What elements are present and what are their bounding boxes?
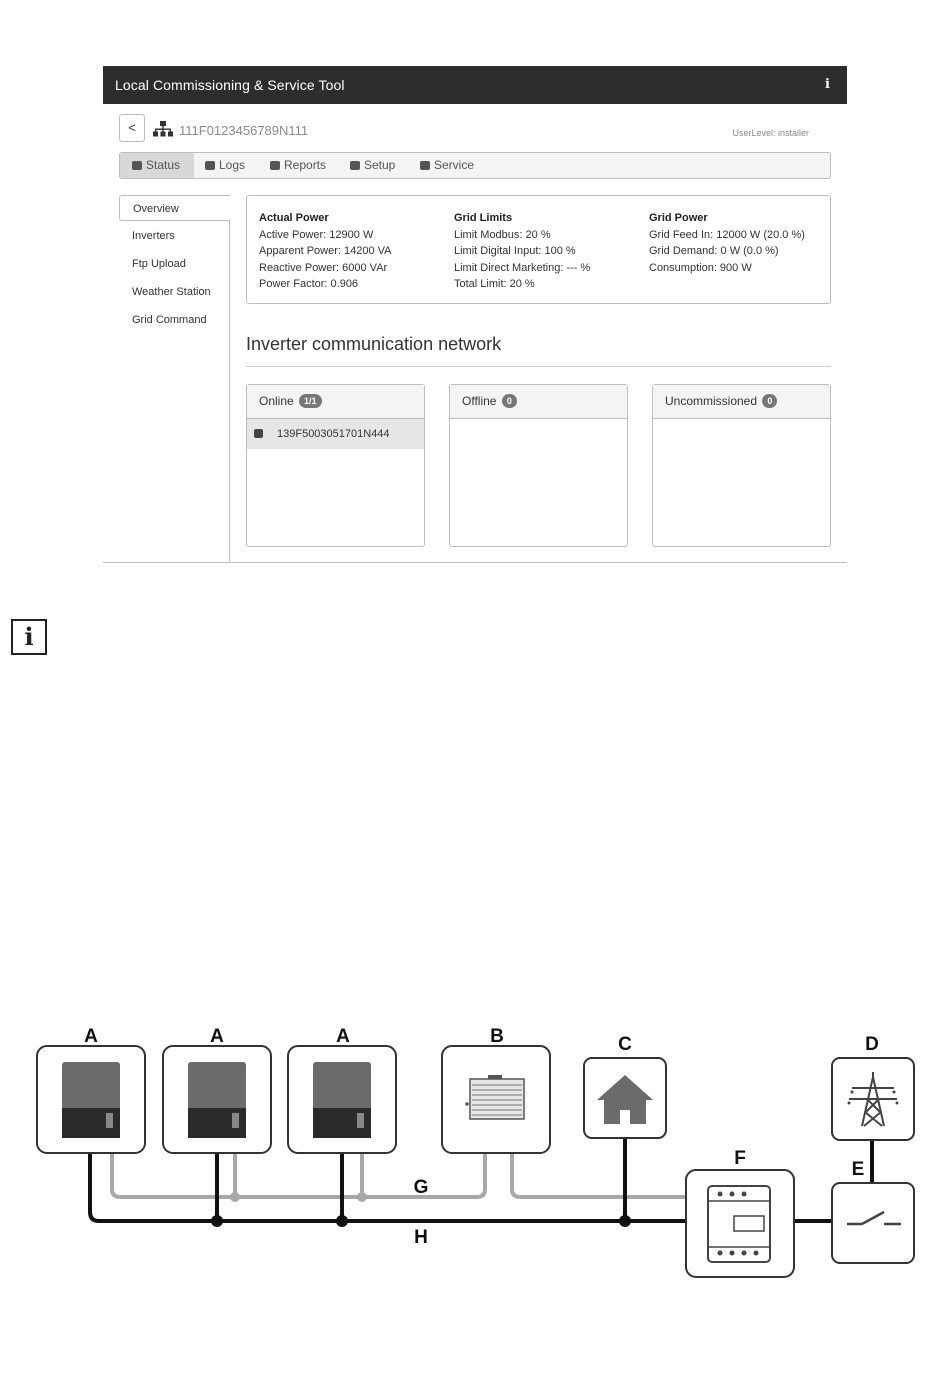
tab-service-label: Service (434, 158, 475, 172)
user-level: UserLevel: installer (732, 128, 809, 138)
title-bar (103, 66, 847, 104)
network-sitemap-icon (153, 121, 173, 137)
actual-power-column (259, 210, 392, 293)
switch-icon (832, 1183, 914, 1263)
sidebar-item-overview[interactable]: Overview (119, 195, 230, 221)
limit-direct-marketing-value: Limit Direct Marketing: --- % (454, 261, 591, 274)
power-junction (336, 1215, 348, 1227)
offline-panel (449, 384, 628, 547)
energy-meter-icon (686, 1170, 794, 1277)
online-panel (246, 384, 425, 547)
sidebar-item-ftp-upload[interactable]: Ftp Upload (132, 258, 186, 270)
tab-status-label: Status (146, 158, 181, 172)
consumption-value: Consumption: 900 W (649, 261, 752, 274)
communication-line (112, 1153, 686, 1197)
grid-demand-value: Grid Demand: 0 W (0.0 %) (649, 245, 779, 257)
label-c: C (618, 1034, 632, 1055)
label-e: E (851, 1159, 865, 1180)
app-title: Local Commissioning & Service Tool (115, 77, 345, 93)
uncommissioned-panel-header (653, 385, 830, 419)
label-h: H (414, 1227, 428, 1248)
controller-icon (442, 1046, 550, 1153)
grid-power-heading: Grid Power (649, 212, 708, 224)
offline-count-badge: 0 (502, 394, 517, 408)
comm-junction (357, 1192, 367, 1202)
inverter-icon (163, 1046, 271, 1153)
status-summary (246, 195, 831, 304)
document-icon (270, 161, 280, 170)
section-divider (246, 366, 831, 367)
info-icon: i (11, 619, 47, 655)
grid-feed-in-value: Grid Feed In: 12000 W (20.0 %) (649, 228, 805, 241)
system-diagram (0, 1000, 950, 1300)
total-limit-value: Total Limit: 20 % (454, 278, 535, 290)
sidebar-item-grid-command[interactable]: Grid Command (132, 314, 207, 326)
limit-modbus-value: Limit Modbus: 20 % (454, 228, 551, 241)
inverter-icon (288, 1046, 396, 1153)
actual-power-heading: Actual Power (259, 212, 329, 224)
uncommissioned-label: Uncommissioned (665, 394, 758, 408)
label-g: G (413, 1177, 429, 1198)
limit-digital-input-value: Limit Digital Input: 100 % (454, 245, 576, 257)
tab-setup[interactable] (350, 153, 395, 178)
offline-label: Offline (462, 394, 497, 408)
house-icon (584, 1058, 666, 1138)
tab-status[interactable] (120, 153, 194, 178)
sidebar-item-inverters[interactable]: Inverters (132, 230, 175, 242)
power-junction (211, 1215, 223, 1227)
main-nav (119, 152, 831, 179)
uncommissioned-panel (652, 384, 831, 547)
label-d: D (865, 1034, 879, 1055)
inverter-status-icon (254, 429, 263, 438)
inverter-serial: 139F5003051701N444 (277, 428, 390, 440)
info-button[interactable]: i (825, 77, 830, 92)
cogs-icon (350, 161, 360, 170)
comm-junction (230, 1192, 240, 1202)
power-junction (619, 1215, 631, 1227)
inverter-icon (37, 1046, 145, 1153)
tab-logs[interactable] (205, 153, 245, 178)
grid-power-column (649, 210, 805, 276)
book-icon (205, 161, 215, 170)
tab-service[interactable] (420, 153, 474, 178)
tab-setup-label: Setup (364, 158, 396, 172)
power-pylon-icon (832, 1058, 914, 1140)
label-b: B (490, 1026, 504, 1047)
tab-reports-label: Reports (284, 158, 327, 172)
power-factor-value: Power Factor: 0.906 (259, 278, 359, 290)
online-panel-header (247, 385, 424, 419)
offline-panel-header (450, 385, 627, 419)
online-label: Online (259, 394, 294, 408)
label-f: F (734, 1148, 746, 1169)
label-a: A (210, 1026, 224, 1047)
device-id: 111F0123456789N111 (179, 123, 309, 138)
wrench-icon (420, 161, 430, 170)
back-button[interactable]: < (119, 114, 145, 142)
service-tool-window (103, 66, 847, 563)
grid-limits-heading: Grid Limits (454, 212, 513, 224)
sidebar-item-weather-station[interactable]: Weather Station (132, 286, 211, 298)
network-section-title: Inverter communication network (246, 334, 502, 354)
eye-icon (132, 161, 142, 170)
tab-logs-label: Logs (219, 158, 246, 172)
apparent-power-value: Apparent Power: 14200 VA (259, 245, 392, 257)
inverter-list-item[interactable] (247, 419, 424, 449)
online-count-badge: 1/1 (299, 394, 322, 408)
system-diagram-graphic (0, 1000, 950, 1300)
active-power-value: Active Power: 12900 W (259, 228, 374, 241)
reactive-power-value: Reactive Power: 6000 VAr (259, 261, 388, 274)
uncommissioned-count-badge: 0 (762, 394, 777, 408)
label-a: A (336, 1026, 350, 1047)
grid-limits-column (454, 210, 590, 293)
label-a: A (84, 1026, 98, 1047)
tab-reports[interactable] (270, 153, 326, 178)
screenshot-bottom-border (103, 562, 847, 563)
